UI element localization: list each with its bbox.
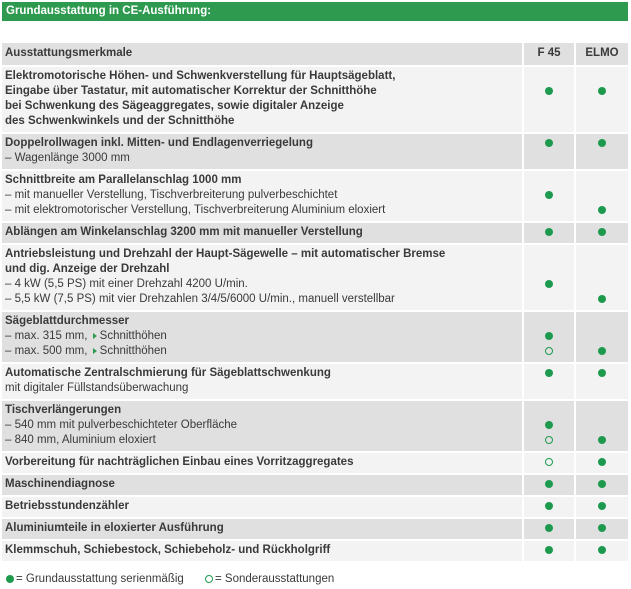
elmo-cell xyxy=(576,401,628,453)
open-dot-icon xyxy=(545,347,553,355)
feature-heading-line xyxy=(5,366,519,381)
f45-cell xyxy=(524,401,576,453)
table-row xyxy=(2,475,628,497)
feature-text: Antriebsleistung und Drehzahl der Haupt-Sägewelle – mit automatischer Bremse xyxy=(5,248,446,260)
filled-dot-icon xyxy=(545,369,553,377)
feature-cell xyxy=(2,223,524,245)
filled-dot-icon xyxy=(6,575,14,583)
table-row xyxy=(2,401,628,453)
feature-heading-line xyxy=(5,84,519,99)
equipment-table xyxy=(2,43,628,563)
legend-optional xyxy=(205,573,334,585)
elmo-cell xyxy=(576,364,628,401)
f45-cell xyxy=(524,134,576,171)
filled-dot-icon xyxy=(598,502,606,510)
feature-detail-line xyxy=(5,329,519,344)
filled-dot-icon xyxy=(598,228,606,236)
legend-standard xyxy=(6,573,187,585)
feature-text: mit digitaler Füllstandsüberwachung xyxy=(5,382,189,394)
legend-standard-label: = Grundausstattung serienmäßig xyxy=(16,573,184,585)
feature-text: des Schwenkwinkels und der Schnitthöhe xyxy=(5,115,235,127)
filled-dot-icon xyxy=(545,524,553,532)
feature-heading-line xyxy=(5,225,519,240)
elmo-cell xyxy=(576,541,628,563)
feature-detail-line xyxy=(5,381,519,396)
schnitthoehen-link[interactable]: Schnitthöhen xyxy=(99,330,167,342)
table-row xyxy=(2,312,628,364)
feature-text: – 5,5 kW (7,5 PS) mit vier Drehzahlen 3/4/5/6000 U/min., manuell verstellbar xyxy=(5,293,395,305)
filled-dot-icon xyxy=(598,458,606,466)
feature-cell xyxy=(2,497,524,519)
f45-cell xyxy=(524,497,576,519)
filled-dot-icon xyxy=(545,191,553,199)
feature-cell xyxy=(2,245,524,312)
elmo-cell xyxy=(576,453,628,475)
feature-text: – Wagenlänge 3000 mm xyxy=(5,152,130,164)
feature-text: – 840 mm, Aluminium eloxiert xyxy=(5,434,156,446)
arrow-right-icon xyxy=(93,333,97,339)
feature-heading-line xyxy=(5,543,519,558)
feature-heading-line xyxy=(5,69,519,84)
legend xyxy=(6,572,352,586)
elmo-cell xyxy=(576,67,628,134)
table-row xyxy=(2,453,628,475)
feature-text: Klemmschuh, Schiebestock, Schiebeholz- und Rückholgriff xyxy=(5,544,331,556)
table-row xyxy=(2,541,628,563)
feature-heading-line xyxy=(5,114,519,129)
feature-text: Elektromotorische Höhen- und Schwenkverstellung für Hauptsägeblatt, xyxy=(5,70,396,82)
feature-cell xyxy=(2,519,524,541)
feature-text: und dig. Anzeige der Drehzahl xyxy=(5,263,170,275)
feature-heading-line xyxy=(5,477,519,492)
open-dot-icon xyxy=(545,436,553,444)
feature-text: Sägeblattdurchmesser xyxy=(5,315,129,327)
filled-dot-icon xyxy=(545,480,553,488)
feature-text: – 4 kW (5,5 PS) mit einer Drehzahl 4200 U/min. xyxy=(5,278,248,290)
f45-cell xyxy=(524,67,576,134)
filled-dot-icon xyxy=(545,228,553,236)
feature-detail-line xyxy=(5,292,519,307)
filled-dot-icon xyxy=(545,421,553,429)
f45-cell xyxy=(524,245,576,312)
feature-text: Doppelrollwagen inkl. Mitten- und Endlagenverriegelung xyxy=(5,137,313,149)
feature-text: Betriebsstundenzähler xyxy=(5,500,129,512)
filled-dot-icon xyxy=(598,480,606,488)
feature-detail-line xyxy=(5,344,519,359)
feature-heading-line xyxy=(5,136,519,151)
feature-cell xyxy=(2,475,524,497)
f45-cell xyxy=(524,171,576,223)
f45-cell xyxy=(524,364,576,401)
elmo-cell xyxy=(576,519,628,541)
table-row xyxy=(2,497,628,519)
table-row xyxy=(2,519,628,541)
feature-text: Maschinendiagnose xyxy=(5,478,115,490)
filled-dot-icon xyxy=(545,87,553,95)
open-dot-icon xyxy=(205,575,213,583)
feature-text: – 540 mm mit pulverbeschichteter Oberfläche xyxy=(5,419,238,431)
header-f45: F 45 xyxy=(524,43,576,67)
feature-heading-line xyxy=(5,499,519,514)
filled-dot-icon xyxy=(545,546,553,554)
feature-text: Ablängen am Winkelanschlag 3200 mm mit manueller Verstellung xyxy=(5,226,363,238)
feature-text: Tischverlängerungen xyxy=(5,404,122,416)
f45-cell xyxy=(524,453,576,475)
f45-cell xyxy=(524,541,576,563)
feature-heading-line xyxy=(5,314,519,329)
feature-cell xyxy=(2,401,524,453)
feature-heading-line xyxy=(5,247,519,262)
elmo-cell xyxy=(576,223,628,245)
table-row xyxy=(2,171,628,223)
header-elmo: ELMO xyxy=(576,43,628,67)
elmo-cell xyxy=(576,134,628,171)
elmo-cell xyxy=(576,245,628,312)
feature-heading-line xyxy=(5,99,519,114)
feature-text: – max. 500 mm, xyxy=(5,345,88,357)
filled-dot-icon xyxy=(545,332,553,340)
elmo-cell xyxy=(576,171,628,223)
filled-dot-icon xyxy=(598,206,606,214)
feature-detail-line xyxy=(5,203,519,218)
legend-optional-label: = Sonderausstattungen xyxy=(215,573,335,585)
schnitthoehen-link[interactable]: Schnitthöhen xyxy=(99,345,167,357)
feature-cell xyxy=(2,171,524,223)
table-row xyxy=(2,67,628,134)
filled-dot-icon xyxy=(598,295,606,303)
feature-detail-line xyxy=(5,418,519,433)
feature-cell xyxy=(2,134,524,171)
section-title: Grundausstattung in CE-Ausführung: xyxy=(2,2,628,21)
filled-dot-icon xyxy=(545,139,553,147)
filled-dot-icon xyxy=(598,139,606,147)
feature-text: Automatische Zentralschmierung für Sägeblattschwenkung xyxy=(5,367,331,379)
table-row xyxy=(2,364,628,401)
filled-dot-icon xyxy=(598,546,606,554)
table-row xyxy=(2,245,628,312)
feature-heading-line xyxy=(5,262,519,277)
feature-cell xyxy=(2,541,524,563)
open-dot-icon xyxy=(545,458,553,466)
feature-cell xyxy=(2,453,524,475)
feature-detail-line xyxy=(5,151,519,166)
feature-text: bei Schwenkung des Sägeaggregates, sowie digitaler Anzeige xyxy=(5,100,344,112)
feature-heading-line xyxy=(5,173,519,188)
feature-cell xyxy=(2,312,524,364)
elmo-cell xyxy=(576,475,628,497)
f45-cell xyxy=(524,223,576,245)
feature-heading-line xyxy=(5,403,519,418)
f45-cell xyxy=(524,475,576,497)
feature-text: Schnittbreite am Parallelanschlag 1000 mm xyxy=(5,174,242,186)
f45-cell xyxy=(524,519,576,541)
table-body xyxy=(2,67,628,563)
feature-text: Aluminiumteile in eloxierter Ausführung xyxy=(5,522,224,534)
feature-heading-line xyxy=(5,521,519,536)
f45-cell xyxy=(524,312,576,364)
feature-text: Vorbereitung für nachträglichen Einbau eines Vorritzaggregates xyxy=(5,456,354,468)
filled-dot-icon xyxy=(598,87,606,95)
feature-heading-line xyxy=(5,455,519,470)
feature-text: Eingabe über Tastatur, mit automatischer Korrektur der Schnitthöhe xyxy=(5,85,377,97)
feature-cell xyxy=(2,364,524,401)
filled-dot-icon xyxy=(598,436,606,444)
filled-dot-icon xyxy=(545,280,553,288)
filled-dot-icon xyxy=(545,502,553,510)
table-row xyxy=(2,223,628,245)
table-header-row xyxy=(2,43,628,67)
filled-dot-icon xyxy=(598,524,606,532)
feature-detail-line xyxy=(5,433,519,448)
arrow-right-icon xyxy=(93,348,97,354)
elmo-cell xyxy=(576,497,628,519)
filled-dot-icon xyxy=(598,369,606,377)
feature-cell xyxy=(2,67,524,134)
feature-text: – mit manueller Verstellung, Tischverbreiterung pulverbeschichtet xyxy=(5,189,338,201)
header-feature: Ausstattungsmerkmale xyxy=(2,43,524,67)
feature-text: – max. 315 mm, xyxy=(5,330,88,342)
feature-detail-line xyxy=(5,188,519,203)
filled-dot-icon xyxy=(598,347,606,355)
feature-text: – mit elektromotorischer Verstellung, Tischverbreiterung Aluminium eloxiert xyxy=(5,204,386,216)
table-row xyxy=(2,134,628,171)
elmo-cell xyxy=(576,312,628,364)
feature-detail-line xyxy=(5,277,519,292)
